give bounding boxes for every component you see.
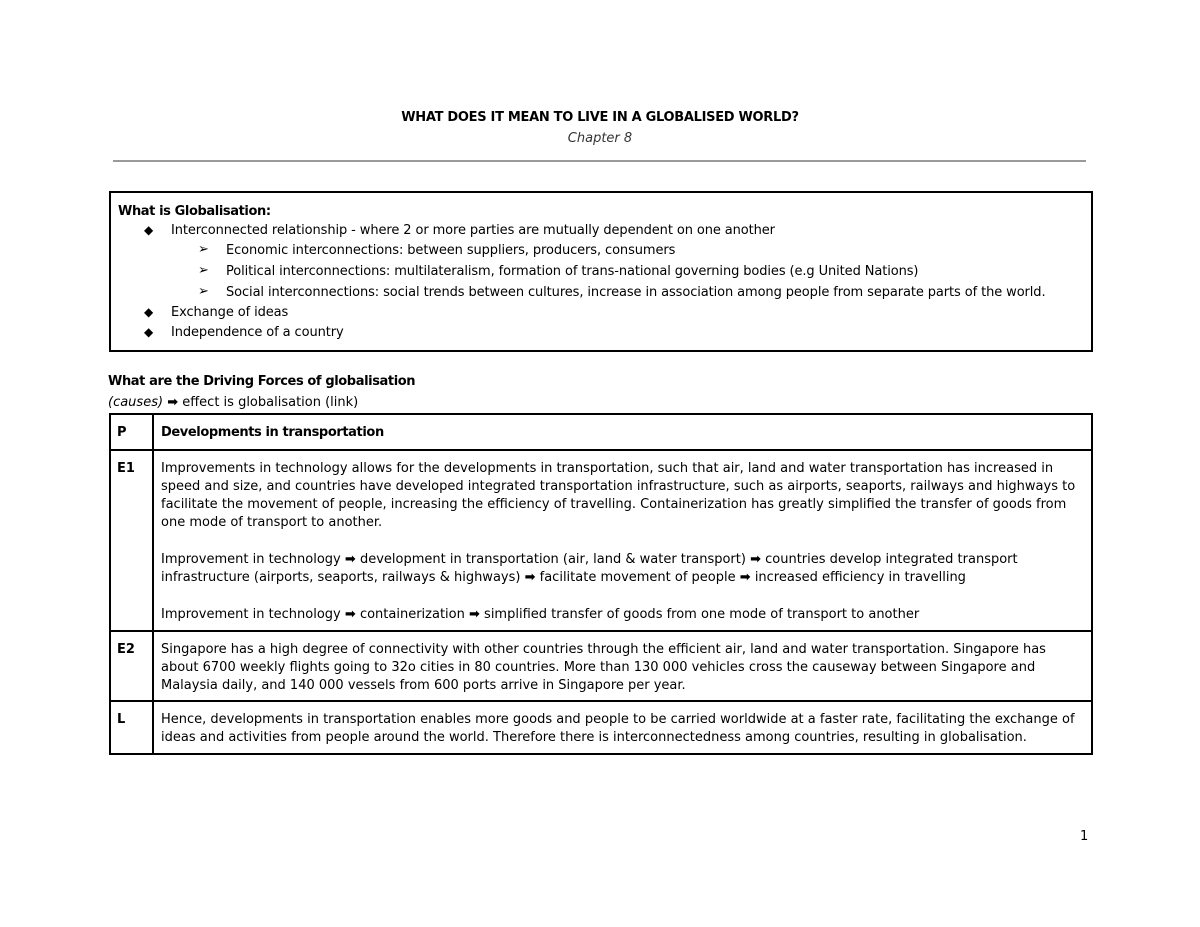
- header-divider: [113, 160, 1086, 162]
- driving-forces-heading: What are the Driving Forces of globalisation: [108, 374, 416, 389]
- list-item: ◆ Interconnected relationship - where 2 or more parties are mutually dependent on one another: [144, 223, 775, 238]
- arrowhead-bullet-icon: ➢: [198, 284, 209, 299]
- globalisation-heading: What is Globalisation:: [118, 204, 271, 219]
- point-text: Developments in transportation: [153, 414, 1092, 450]
- row-label: E1: [110, 450, 153, 631]
- diamond-bullet-icon: ◆: [144, 223, 154, 237]
- row-label: L: [110, 701, 153, 754]
- right-arrow-icon: ➡: [344, 607, 356, 622]
- right-arrow-icon: ➡: [750, 552, 761, 567]
- right-arrow-icon: ➡: [524, 570, 536, 585]
- chapter-subtitle: Chapter 8: [567, 131, 633, 146]
- diamond-bullet-icon: ◆: [144, 305, 154, 319]
- right-arrow-icon: ➡: [344, 552, 356, 567]
- table-row: [110, 631, 1092, 701]
- page-title: WHAT DOES IT MEAN TO LIVE IN A GLOBALISED WORLD?: [401, 110, 799, 125]
- list-item: ➢ Social interconnections: social trends between cultures, increase in association among people from separate parts of the world.: [198, 284, 1046, 300]
- page-number: 1: [1080, 829, 1089, 844]
- list-item: ➢ Political interconnections: multilateralism, formation of trans-national governing bodies (e.g United Nations): [198, 263, 919, 279]
- arrowhead-bullet-icon: ➢: [198, 263, 209, 278]
- flow-chain: Improvement in technology ➡ development in transportation (air, land & water transport) ➡ countries develop integrated transport infrastructure (airports, seaports, railways & highways) ➡ facilitate movement of people ➡ increased efficiency in travelling: [161, 552, 1018, 585]
- table-row: [110, 450, 1092, 631]
- diamond-bullet-icon: ◆: [144, 325, 154, 339]
- right-arrow-icon: ➡: [739, 570, 751, 585]
- arrowhead-bullet-icon: ➢: [198, 242, 209, 257]
- row-label: P: [110, 414, 153, 450]
- list-item: ◆ Exchange of ideas: [144, 305, 289, 320]
- driving-forces-subheading: (causes) ➡ effect is globalisation (link): [108, 395, 359, 410]
- evidence-text: Singapore has a high degree of connectivity with other countries through the efficient air, land and water transportation. Singapore has about 6700 weekly flights going to 32o cities in 80 countries. More than 130 000 vehicles cross the causeway between Singapore and Malaysia daily, and 140 000 vessels from 600 ports arrive in Singapore per year.: [153, 631, 1092, 701]
- globalisation-definition-box: [109, 191, 1093, 352]
- row-label: E2: [110, 631, 153, 701]
- table-row: [110, 414, 1092, 450]
- explanation-cell: [153, 450, 1092, 631]
- table-row: [110, 701, 1092, 754]
- flow-chain: Improvement in technology ➡ containerization ➡ simplified transfer of goods from one mode of transport to another: [161, 607, 920, 622]
- explanation-paragraph: Improvements in technology allows for the developments in transportation, such that air, land and water transportation has increased in speed and size, and countries have developed integrated transportation infrastructure, such as airports, seaports, railways and highways to facilitate the movement of people, increasing the efficiency of travelling. Containerization has greatly simplified the transfer of goods from one mode of transport to another.: [161, 461, 1076, 530]
- list-item: ➢ Economic interconnections: between suppliers, producers, consumers: [198, 242, 676, 258]
- pee-table: [109, 413, 1093, 755]
- right-arrow-icon: ➡: [469, 607, 480, 622]
- list-item: ◆ Independence of a country: [144, 325, 344, 340]
- link-text: Hence, developments in transportation enables more goods and people to be carried worldwide at a faster rate, facilitating the exchange of ideas and activities from people around the world. Therefore there is interconnectedness among countries, resulting in globalisation.: [153, 701, 1092, 754]
- right-arrow-icon: ➡: [167, 395, 179, 410]
